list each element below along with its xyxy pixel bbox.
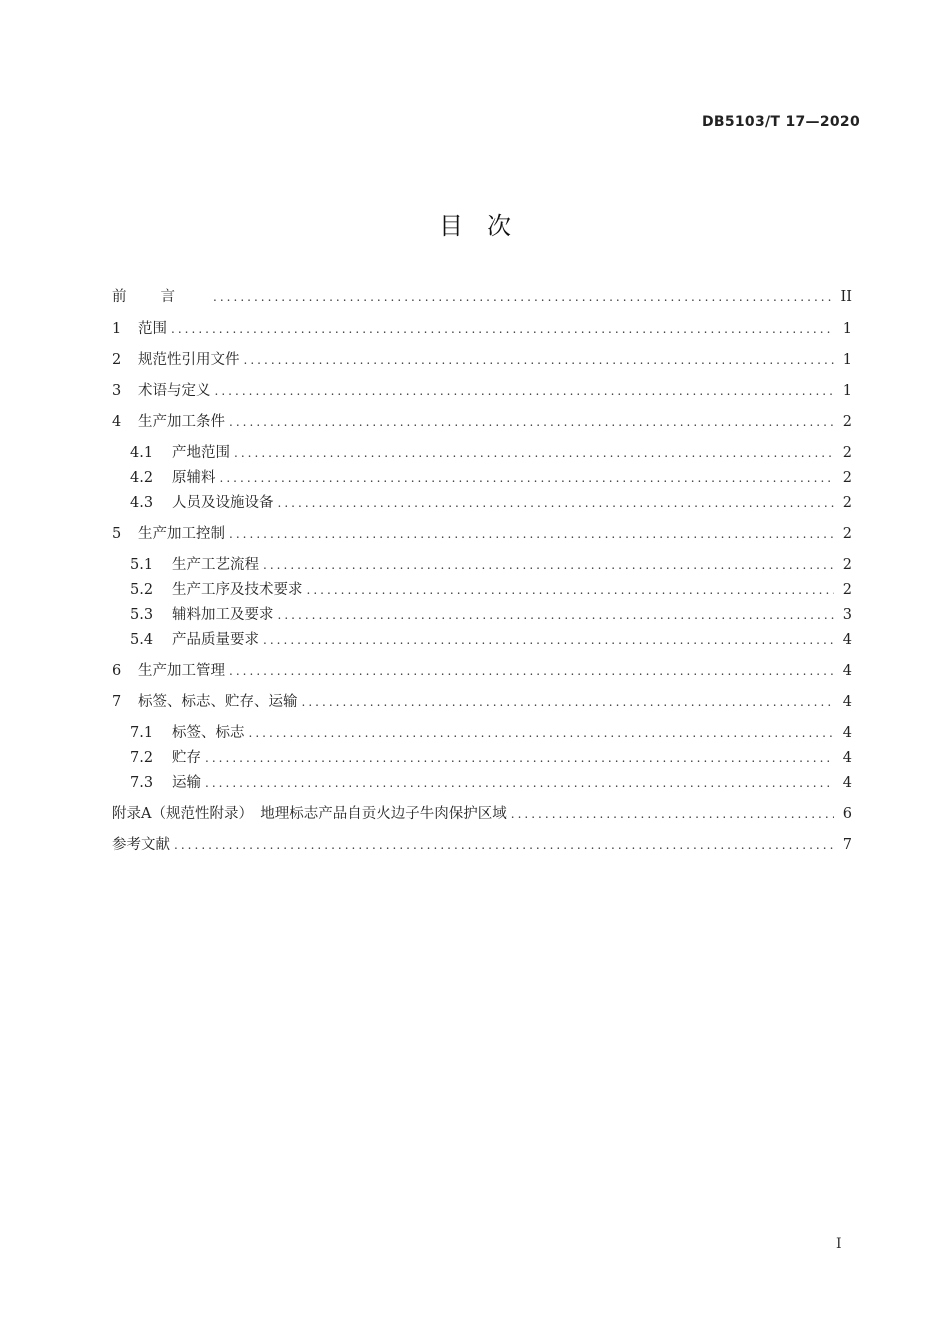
toc-entry-number: 4.3 (130, 495, 154, 511)
toc-leader-dots (229, 523, 834, 545)
toc-entry-label: 标签、标志、贮存、运输 (138, 694, 298, 710)
toc-leader-dots (249, 722, 835, 744)
toc-leader-dots (205, 772, 834, 794)
toc-entry-number: 4.2 (130, 470, 154, 486)
toc-entry-label: 术语与定义 (138, 383, 211, 399)
toc-entry-number: 5.4 (130, 632, 154, 648)
toc-entry-number: 6 (112, 663, 122, 679)
toc-entry-page: 2 (842, 445, 852, 461)
toc-entry-label: 运输 (172, 775, 201, 791)
toc-leader-dots (229, 411, 834, 433)
toc-leader-dots (278, 492, 835, 514)
toc-entry[interactable] (112, 349, 852, 371)
toc-entry-page: 6 (842, 806, 852, 822)
page-title: 目次 (439, 212, 535, 240)
toc-entry-page: 2 (842, 470, 852, 486)
toc-leader-dots (205, 747, 834, 769)
toc-entry[interactable] (112, 380, 852, 402)
toc-entry-page: 2 (842, 414, 852, 430)
toc-entry-page: 4 (842, 725, 852, 741)
toc-entry-label: 规范性引用文件 (138, 352, 240, 368)
toc-entry-page: 2 (842, 526, 852, 542)
toc-entry-page: 2 (842, 495, 852, 511)
toc-entry-number: 1 (112, 321, 122, 337)
toc-entry-number: 3 (112, 383, 122, 399)
toc-subentry[interactable] (130, 442, 852, 464)
toc-entry-page: 7 (842, 837, 852, 853)
toc-subentry[interactable] (130, 492, 852, 514)
toc-entry-label: 参考文献 (112, 837, 170, 853)
toc-leader-dots (302, 691, 835, 713)
toc-leader-dots (278, 604, 835, 626)
toc-entry-label: 标签、标志 (172, 725, 245, 741)
toc-entry[interactable] (112, 660, 852, 682)
toc-entry-number: 5.1 (130, 557, 154, 573)
toc-entry-page: 2 (842, 557, 852, 573)
toc-entry-label: 原辅料 (172, 470, 216, 486)
toc-entry-number: 4 (112, 414, 122, 430)
toc-leader-dots (263, 629, 834, 651)
toc-entry-label: 范围 (138, 321, 167, 337)
toc-subentry[interactable] (130, 579, 852, 601)
toc-entry-number: 7.3 (130, 775, 154, 791)
toc-entry-label: 辅料加工及要求 (172, 607, 274, 623)
toc-entry-page: 4 (842, 663, 852, 679)
toc-entry-page: II (840, 289, 852, 305)
document-code: DB5103/T 17—2020 (701, 114, 860, 130)
toc-entry-label: 人员及设施设备 (172, 495, 274, 511)
toc-subentry[interactable] (130, 747, 852, 769)
toc-entry-page: 1 (842, 352, 852, 368)
page-number: I (836, 1236, 842, 1252)
toc-entry[interactable] (112, 834, 852, 856)
toc-leader-dots (263, 554, 834, 576)
toc-entry-label: 产品质量要求 (172, 632, 259, 648)
toc-subentry[interactable] (130, 629, 852, 651)
toc-entry-number: 7.1 (130, 725, 154, 741)
toc-subentry[interactable] (130, 467, 852, 489)
toc-entry-page: 4 (842, 694, 852, 710)
toc-entry[interactable] (112, 286, 852, 308)
toc-entry-label: 附录A（规范性附录） 地理标志产品自贡火边子牛肉保护区域 (112, 806, 507, 822)
toc-entry[interactable] (112, 411, 852, 433)
toc-subentry[interactable] (130, 554, 852, 576)
toc-entry-page: 4 (842, 775, 852, 791)
toc-entry[interactable] (112, 803, 852, 825)
toc-entry-number: 5.3 (130, 607, 154, 623)
toc-subentry[interactable] (130, 772, 852, 794)
toc-entry-number: 7 (112, 694, 122, 710)
toc-entry-label: 生产工艺流程 (172, 557, 259, 573)
toc-leader-dots (213, 286, 834, 308)
toc-entry-label: 生产加工条件 (138, 414, 225, 430)
toc-leader-dots (234, 442, 834, 464)
toc-entry-page: 4 (842, 632, 852, 648)
toc-leader-dots (307, 579, 835, 601)
toc-leader-dots (244, 349, 835, 371)
toc-entry-number: 5 (112, 526, 122, 542)
toc-leader-dots (511, 803, 834, 825)
toc-leader-dots (220, 467, 835, 489)
toc-entry-page: 1 (842, 383, 852, 399)
toc-subentry[interactable] (130, 604, 852, 626)
toc-entry-page: 3 (842, 607, 852, 623)
toc-leader-dots (229, 660, 834, 682)
toc-entry-label: 生产加工控制 (138, 526, 225, 542)
toc-entry-label: 生产加工管理 (138, 663, 225, 679)
toc-entry-page: 2 (842, 582, 852, 598)
toc-entry-page: 4 (842, 750, 852, 766)
toc-leader-dots (215, 380, 835, 402)
toc-entry[interactable] (112, 523, 852, 545)
toc-entry-label: 生产工序及技术要求 (172, 582, 303, 598)
toc-leader-dots (174, 834, 834, 856)
toc-entry-number: 5.2 (130, 582, 154, 598)
toc-entry-number: 7.2 (130, 750, 154, 766)
toc-leader-dots (171, 318, 834, 340)
toc-entry[interactable] (112, 691, 852, 713)
toc-entry[interactable] (112, 318, 852, 340)
toc-entry-label: 前言 (112, 289, 209, 305)
toc-entry-number: 2 (112, 352, 122, 368)
toc-subentry[interactable] (130, 722, 852, 744)
toc-entry-label: 贮存 (172, 750, 201, 766)
toc-entry-number: 4.1 (130, 445, 154, 461)
toc-entry-page: 1 (842, 321, 852, 337)
toc-entry-label: 产地范围 (172, 445, 230, 461)
